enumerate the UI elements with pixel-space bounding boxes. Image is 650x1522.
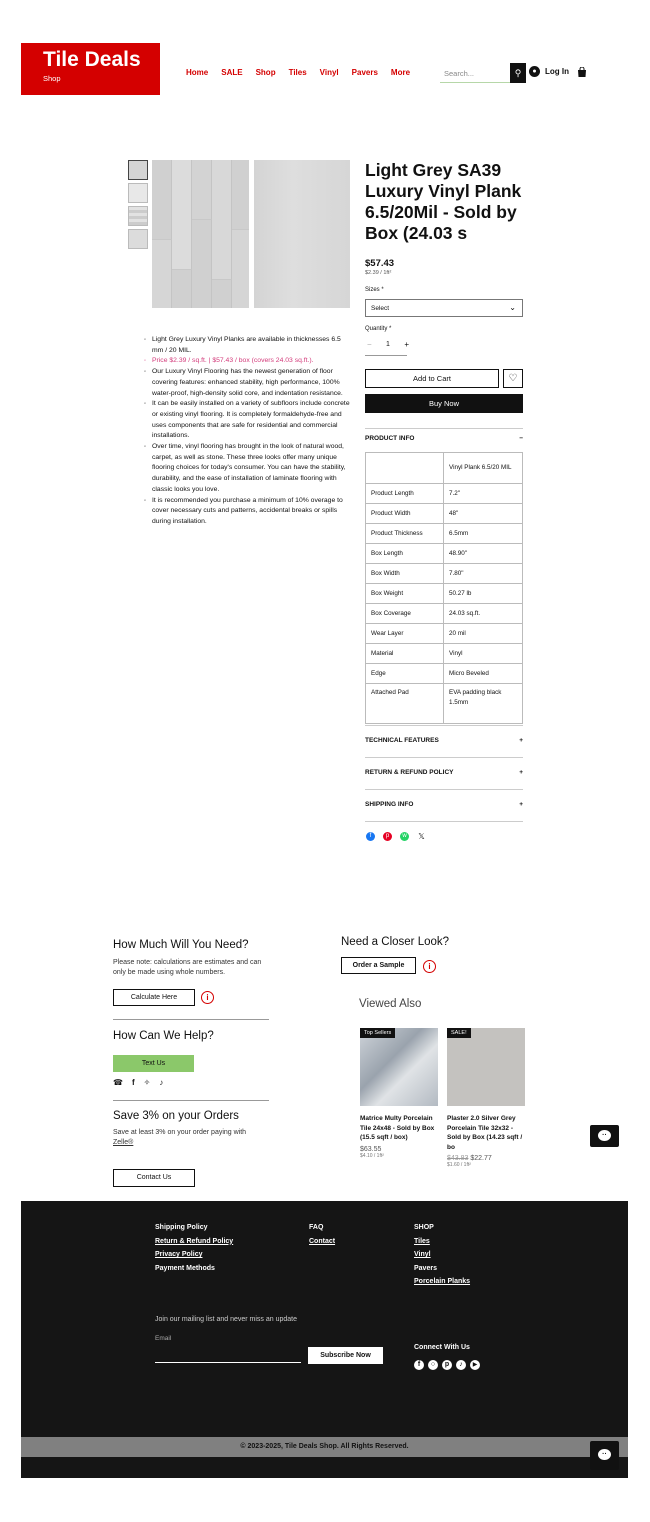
spec-name: Wear Layer (366, 624, 444, 644)
decrease-button[interactable]: − (367, 340, 372, 349)
minus-icon: − (519, 435, 523, 442)
product-card-prices (447, 1155, 527, 1162)
need-note: Please note: calculations are estimates and can only be made using whole numbers. (113, 959, 262, 976)
connect-title: Connect With Us (414, 1344, 470, 1351)
section-title: RETURN & REFUND POLICY (365, 769, 454, 776)
divider (365, 428, 523, 429)
gallery-thumb[interactable] (128, 229, 148, 249)
tiktok-icon[interactable]: ♪ (159, 1078, 164, 1087)
product-card-image[interactable] (360, 1028, 438, 1106)
search-input[interactable]: Search... (444, 69, 475, 78)
search-icon[interactable]: ⚲ (510, 63, 526, 83)
wishlist-heart-icon[interactable]: ♡ (503, 369, 523, 388)
login-link[interactable] (529, 66, 569, 77)
mailing-text: Join our mailing list and never miss an update (155, 1316, 298, 1323)
help-title: How Can We Help? (113, 1030, 214, 1042)
spec-name: Product Thickness (366, 524, 444, 544)
footer-link[interactable]: Pavers (414, 1264, 437, 1272)
product-card-unit-price: $4.10 / 1ft² (360, 1152, 384, 1159)
spec-name: Box Coverage (366, 604, 444, 624)
save-note-text: Save at least 3% on your order paying with (113, 1129, 247, 1136)
product-description (144, 335, 350, 528)
increase-button[interactable]: + (404, 340, 409, 349)
chat-icon: ·· (598, 1449, 611, 1460)
spec-value: 20 mil (444, 624, 523, 644)
top-sellers-badge: Top Sellers (360, 1028, 395, 1038)
quantity-underline (365, 355, 407, 356)
x-icon[interactable]: 𝕏 (418, 832, 425, 841)
description-item: ◦ Price $2.39 / sq.ft. | $57.43 / box (covers 24.03 sq.ft.). (144, 356, 350, 367)
facebook-icon[interactable]: f (131, 1078, 135, 1087)
product-title: Light Grey SA39 Luxury Vinyl Plank 6.5/20Mil - Sold by Box (24.03 s (365, 160, 522, 243)
description-item: ◦ Our Luxury Vinyl Flooring has the newest generation of floor covering features: enhanced stability, high performance, 100% water-proof, high-density solid core, and indentation resistance. (144, 367, 350, 399)
user-icon: ● (529, 66, 540, 77)
specs-cell (366, 453, 444, 484)
nav-home[interactable]: Home (186, 68, 209, 77)
zelle-link[interactable]: Zelle® (113, 1139, 134, 1146)
whatsapp-icon[interactable]: w (400, 832, 409, 841)
nav-sale[interactable]: SALE (221, 68, 243, 77)
divider (365, 821, 523, 822)
nav-pavers[interactable]: Pavers (351, 68, 378, 77)
section-title: TECHNICAL FEATURES (365, 737, 439, 744)
cart-icon[interactable] (577, 67, 587, 77)
chat-button[interactable] (590, 1125, 619, 1147)
spec-value: EVA padding black 1.5mm (444, 684, 523, 724)
spec-value: Micro Beveled (444, 664, 523, 684)
viewed-title: Viewed Also (359, 998, 422, 1010)
specs-table (365, 452, 523, 724)
spec-name: Box Weight (366, 584, 444, 604)
spec-value: 7.2" (444, 484, 523, 504)
product-info-title: PRODUCT INFO (365, 435, 415, 442)
footer-socials (414, 1360, 480, 1370)
youtube-icon[interactable]: ▶ (470, 1360, 480, 1370)
product-card-unit-price: $1.60 / 1ft² (447, 1162, 471, 1168)
gallery-thumb[interactable] (128, 206, 148, 226)
product-card-title[interactable]: Plaster 2.0 Silver Grey Porcelain Tile 32x32 - Sold by Box (14.23 sqft / bo (447, 1115, 523, 1151)
buy-now-button[interactable]: Buy Now (365, 394, 523, 413)
facebook-icon[interactable]: f (366, 832, 375, 841)
product-card-title[interactable]: Matrice Multy Porcelain Tile 24x48 - Sold by Box (15.5 sqft / box) (360, 1115, 435, 1141)
product-card[interactable] (447, 1028, 527, 1168)
need-title: How Much Will You Need? (113, 939, 249, 951)
spec-name: Box Width (366, 564, 444, 584)
subscribe-button[interactable]: Subscribe Now (308, 1347, 383, 1364)
facebook-icon[interactable]: f (414, 1360, 424, 1370)
divider (365, 789, 523, 790)
copyright: © 2023-2025, Tile Deals Shop. All Rights Reserved. (21, 1437, 628, 1457)
logo-subtitle: Shop (43, 74, 61, 83)
product-image-panel (254, 160, 351, 308)
spec-value: Vinyl (444, 644, 523, 664)
shipping-info-header[interactable] (365, 801, 523, 808)
description-item: ◦ It can be easily installed on a variety of subfloors include concrete or existing vinyl flooring. It is completely formaldehyde-free and uses components that are safe for residential and commercial installations. (144, 399, 350, 442)
unit-price: $2.39 / 1ft² (365, 270, 392, 276)
product-info-header[interactable] (365, 435, 523, 442)
technical-features-header[interactable] (365, 737, 523, 744)
nav-vinyl[interactable]: Vinyl (319, 68, 339, 77)
nav-tiles[interactable]: Tiles (288, 68, 307, 77)
add-to-cart-button[interactable]: Add to Cart (365, 369, 499, 388)
divider (113, 1100, 269, 1101)
nav-shop[interactable]: Shop (255, 68, 276, 77)
chat-button[interactable] (590, 1441, 619, 1470)
divider (113, 1019, 269, 1020)
footer-link[interactable]: FAQ (309, 1224, 324, 1231)
gallery-thumb[interactable] (128, 160, 148, 180)
spec-value: 48.90" (444, 544, 523, 564)
footer-link[interactable]: Contact (309, 1237, 336, 1245)
tiktok-icon[interactable]: ♪ (456, 1360, 466, 1370)
divider (365, 757, 523, 758)
quantity-value: 1 (386, 341, 390, 348)
product-card-price: $63.55 (360, 1145, 382, 1153)
email-input[interactable] (155, 1362, 301, 1363)
quantity-label: Quantity * (365, 326, 392, 332)
footer-col-policies (155, 1221, 233, 1275)
sizes-label: Sizes * (365, 287, 384, 293)
footer-link[interactable]: Return & Refund Policy (155, 1237, 234, 1245)
product-image-panel (152, 160, 249, 308)
product-card-price: $22.77 (470, 1155, 492, 1162)
sizes-select[interactable] (365, 299, 523, 317)
order-sample-button[interactable]: Order a Sample (341, 957, 416, 974)
spec-name: Product Length (366, 484, 444, 504)
site-logo[interactable] (21, 43, 160, 95)
specs-header: Vinyl Plank 6.5/20 MIL (444, 453, 523, 484)
product-main-image[interactable] (152, 160, 350, 308)
spec-name: Product Width (366, 504, 444, 524)
gallery-thumb[interactable] (128, 183, 148, 203)
instagram-icon[interactable]: ○ (428, 1360, 438, 1370)
spec-name: Box Length (366, 544, 444, 564)
save-note (113, 1128, 253, 1148)
main-nav (186, 68, 423, 77)
footer-link[interactable]: Tiles (414, 1237, 430, 1245)
plus-icon: + (519, 801, 523, 808)
footer-col-shop (414, 1221, 470, 1289)
search-box[interactable] (440, 63, 526, 83)
sizes-value: Select (371, 305, 390, 312)
section-title: SHIPPING INFO (365, 801, 414, 808)
text-us-button[interactable]: Text Us (113, 1055, 194, 1072)
product-card[interactable] (360, 1028, 440, 1159)
closer-title: Need a Closer Look? (341, 936, 450, 948)
spec-name: Attached Pad (366, 684, 444, 724)
divider (365, 725, 523, 726)
footer-link[interactable]: Vinyl (414, 1251, 431, 1259)
product-card-image[interactable] (447, 1028, 525, 1106)
footer-link[interactable]: Privacy Policy (155, 1251, 203, 1259)
save-title: Save 3% on your Orders (113, 1110, 239, 1122)
footer-link[interactable]: Shipping Policy (155, 1224, 208, 1231)
refund-policy-header[interactable] (365, 769, 523, 776)
calculate-button[interactable]: Calculate Here (113, 989, 195, 1006)
spec-value: 7.80" (444, 564, 523, 584)
plus-icon: + (519, 737, 523, 744)
footer-col-help (309, 1221, 335, 1248)
spec-name: Edge (366, 664, 444, 684)
chat-icon: ·· (598, 1130, 611, 1141)
twitter-icon[interactable]: ✧ (143, 1078, 151, 1087)
email-label: Email (155, 1335, 172, 1342)
product-card-old-price: $43.83 (447, 1155, 469, 1162)
pinterest-icon[interactable]: p (442, 1360, 452, 1370)
spec-value: 50.27 lb (444, 584, 523, 604)
help-socials (113, 1078, 163, 1087)
info-icon[interactable]: i (423, 960, 436, 973)
info-icon[interactable]: i (201, 991, 214, 1004)
description-item: ◦ Over time, vinyl flooring has brought in the look of natural wood, carpet, as well as stone. These three looks offer many unique flooring choices for today's consumer. You can have the stability, durability, and the ease of installation of laminate flooring with classic looks you love. (144, 442, 350, 496)
footer-link[interactable]: Payment Methods (155, 1264, 215, 1272)
spec-value: 6.5mm (444, 524, 523, 544)
spec-value: 48" (444, 504, 523, 524)
nav-more[interactable]: More (390, 68, 411, 77)
whatsapp-icon[interactable]: ☎ (113, 1078, 123, 1087)
product-price: $57.43 (365, 258, 395, 269)
description-item: ◦ Light Grey Luxury Vinyl Planks are available in thicknesses 6.5 mm / 20 MIL. (144, 335, 350, 356)
spec-value: 24.03 sq.ft. (444, 604, 523, 624)
plus-icon: + (519, 769, 523, 776)
contact-us-button[interactable]: Contact Us (113, 1169, 195, 1187)
footer-link[interactable]: Porcelain Planks (414, 1278, 471, 1286)
chevron-down-icon: ⌄ (509, 303, 516, 312)
logo-title: Tile Deals (43, 48, 141, 71)
quantity-stepper[interactable] (367, 340, 409, 354)
description-item: ◦ It is recommended you purchase a minimum of 10% overage to cover necessary cuts and patterns, accidental breaks or spills during installation. (144, 496, 350, 528)
login-label: Log In (545, 67, 569, 76)
pinterest-icon[interactable]: p (383, 832, 392, 841)
share-bar (366, 832, 426, 841)
spec-name: Material (366, 644, 444, 664)
footer-shop-title: SHOP (414, 1224, 434, 1231)
sale-badge: SALE! (447, 1028, 471, 1038)
